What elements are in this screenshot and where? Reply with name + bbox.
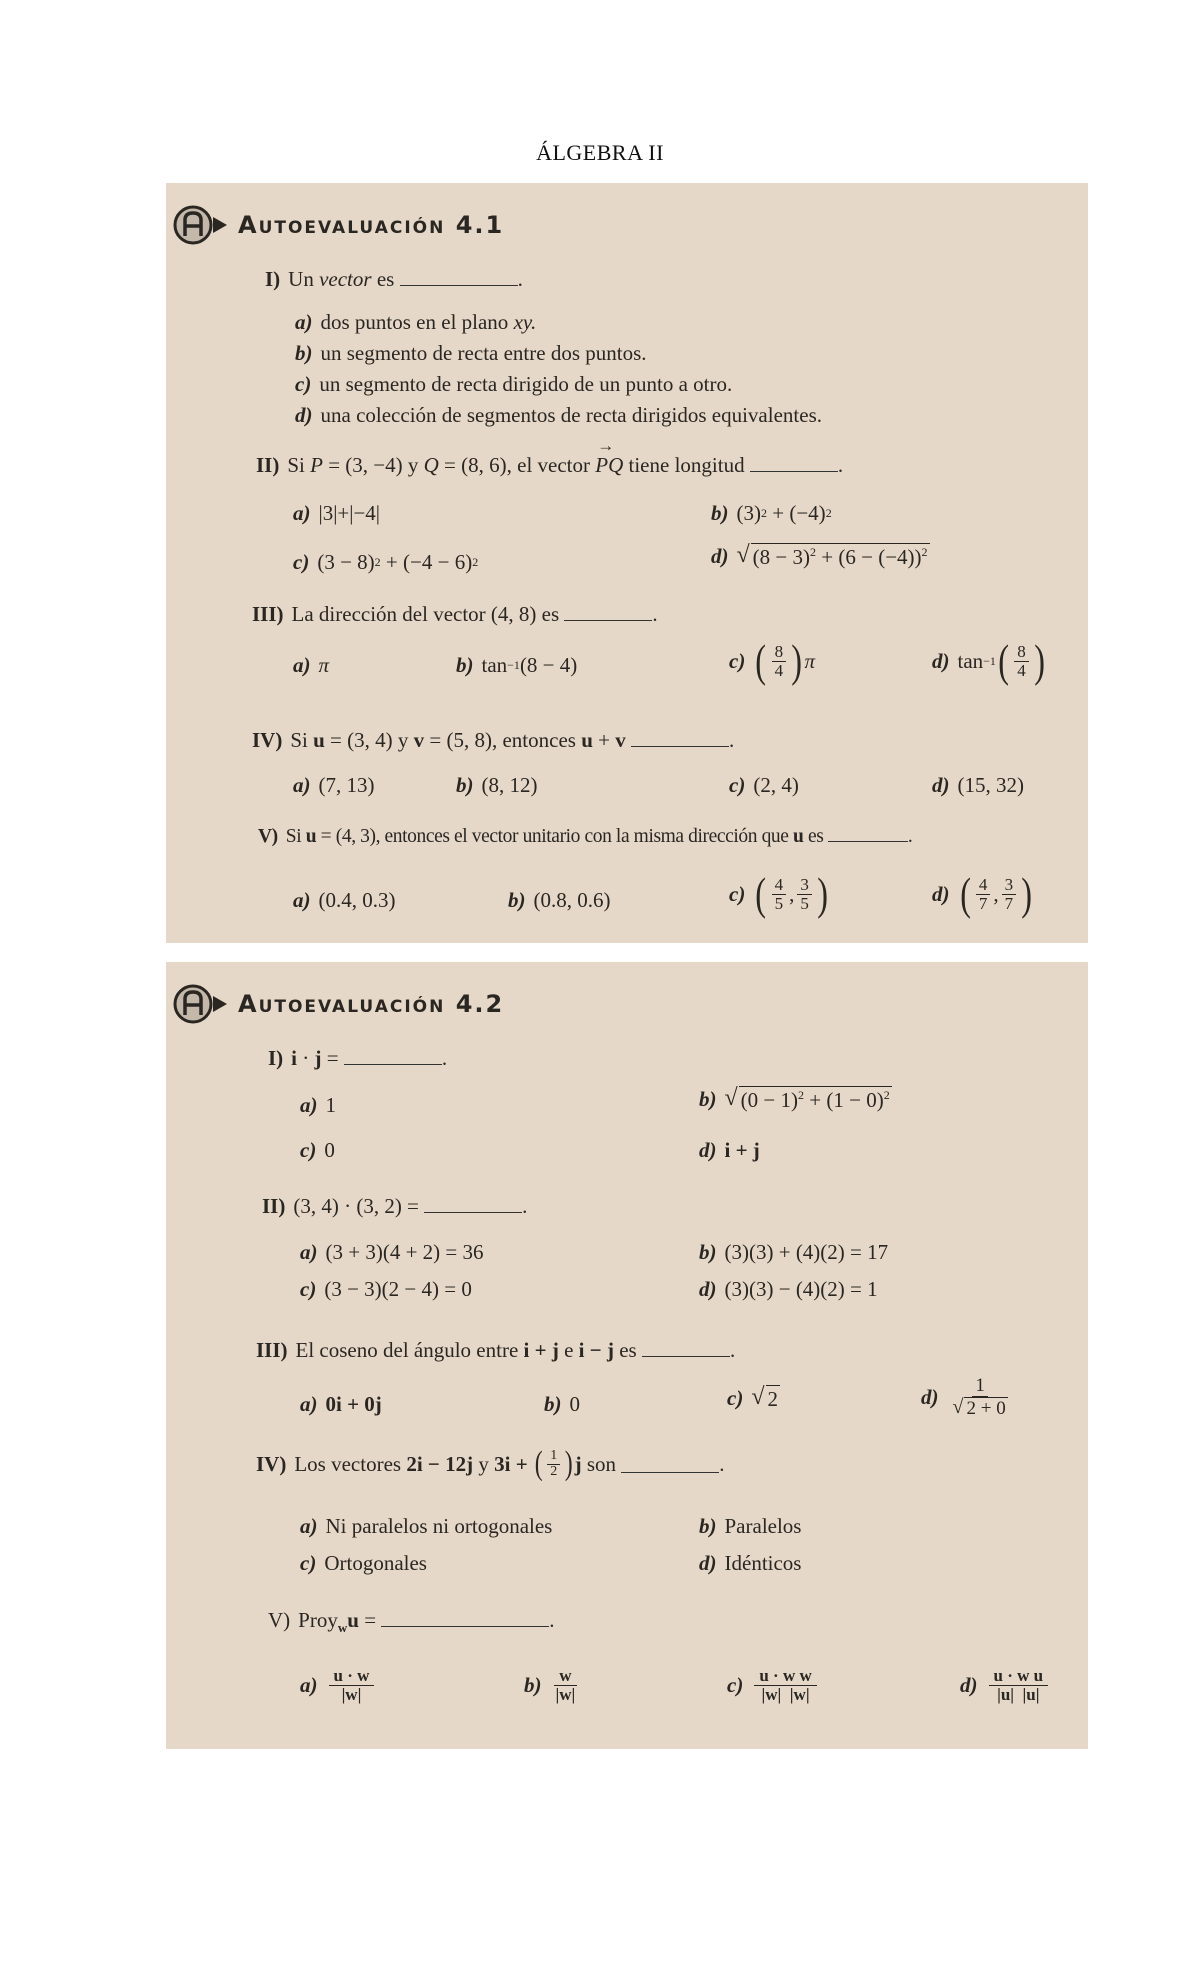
self-evaluation-panel-4-1 — [166, 183, 1088, 943]
question-4: IV) Si u = (3, 4) y v = (5, 8), entonces u + v . — [252, 728, 735, 752]
option-c: c) (3 − 8) 2 + (−4 − 6) 2 — [293, 550, 479, 574]
option-d: d) $\frac{\text{u · w u}}{|u| |u|}$ — [960, 1667, 1051, 1704]
answer-blank — [564, 604, 652, 621]
option-b: b) Paralelos — [699, 1514, 802, 1538]
question-5: V) Proy$_w$u = . — [268, 1608, 555, 1636]
option-b: b) (3)(3) + (4)(2) = 17 — [699, 1240, 889, 1264]
option-c: c) Ortogonales — [300, 1551, 427, 1575]
option-c: c) ( $\frac{4}{5}$ , $\frac{3}{5}$ ) — [729, 868, 828, 919]
question-3: III) La dirección del vector (4, 8) es . — [252, 602, 658, 626]
option-a: a) Ni paralelos ni ortogonales — [300, 1514, 553, 1538]
page-header: ÁLGEBRA II — [536, 140, 664, 165]
option-c: c) ( $\frac{8}{4}$ ) π — [729, 635, 816, 686]
a-badge-icon — [173, 203, 228, 247]
option-a: a) dos puntos en el plano xy. — [295, 310, 537, 334]
option-b: b) (3) 2 + (−4) 2 — [711, 501, 832, 525]
answer-blank — [631, 730, 729, 747]
answer-blank — [828, 825, 908, 842]
option-d: d) una colección de segmentos de recta dirigidos equivalentes. — [295, 403, 822, 427]
panel-title: Autoevaluación 4.1 — [238, 211, 505, 239]
question-1: I) Un vector es . — [265, 267, 523, 291]
answer-blank — [424, 1196, 522, 1213]
option-d: d) tan −1 ( $\frac{8}{4}$ ) — [932, 635, 1045, 686]
option-c: c) 0 — [300, 1138, 335, 1162]
answer-blank — [381, 1610, 549, 1627]
square-root: √ $(8 - 3)^2 + (6 - (-4))^2$ — [736, 542, 928, 569]
option-c: c) $\frac{\text{u · w w}}{|w| |w|}$ — [727, 1667, 820, 1704]
a-badge-icon — [173, 982, 228, 1026]
option-c: c) (2, 4) — [729, 773, 799, 797]
option-b: b) 0 — [544, 1392, 580, 1416]
option-b: b) tan −1 (8 − 4) — [456, 653, 578, 677]
question-4: IV) Los vectores 2i − 12j y 3i + ( $\frac{1}{2}$ ) j son . — [256, 1445, 725, 1482]
option-a: a) |3|+|−4| — [293, 501, 381, 525]
option-a: a) $\frac{u \cdot w}{|w|}$ — [300, 1667, 377, 1704]
square-root: √ 2 — [751, 1384, 778, 1411]
option-d: d) 1 √ 2 + 0 — [921, 1375, 1006, 1419]
question-1: I) i · j = . — [268, 1046, 448, 1070]
option-b: b) (8, 12) — [456, 773, 538, 797]
option-a: a) (0.4, 0.3) — [293, 888, 396, 912]
option-b: b) √ $(0 - 1)^2 + (1 - 0)^2$ — [699, 1085, 890, 1112]
option-c: c) (3 − 3)(2 − 4) = 0 — [300, 1277, 472, 1301]
answer-blank — [621, 1456, 719, 1473]
option-c: c) √ 2 — [727, 1384, 778, 1411]
option-b: b) (0.8, 0.6) — [508, 888, 611, 912]
option-d: d) √ $(8 - 3)^2 + (6 - (-4))^2$ — [711, 542, 928, 569]
option-d: d) Idénticos — [699, 1551, 802, 1575]
option-d: d) ( $\frac{4}{7}$ , $\frac{3}{7}$ ) — [932, 868, 1033, 919]
option-d: d) (3)(3) − (4)(2) = 1 — [699, 1277, 878, 1301]
option-a: a) 0i + 0j — [300, 1392, 382, 1416]
option-b: b) $\frac{w}{|w|}$ — [524, 1666, 576, 1704]
self-evaluation-panel-4-2 — [166, 962, 1088, 1749]
option-d: d) (15, 32) — [932, 773, 1024, 797]
option-a: a) (3 + 3)(4 + 2) = 36 — [300, 1240, 484, 1264]
question-2: II) (3, 4) · (3, 2) = . — [262, 1194, 528, 1218]
option-a: a) (7, 13) — [293, 773, 375, 797]
answer-blank — [400, 269, 518, 286]
option-d: d) i + j — [699, 1138, 760, 1162]
panel-title: Autoevaluación 4.2 — [238, 990, 505, 1018]
panel-heading — [173, 982, 504, 1026]
panel-heading — [173, 203, 504, 247]
answer-blank — [642, 1340, 730, 1357]
option-a: a) 1 — [300, 1093, 336, 1117]
question-5: V) Si u = (4, 3), entonces el vector unitario con la misma dirección que u es . — [258, 826, 913, 847]
answer-blank — [344, 1048, 442, 1065]
question-3: III) El coseno del ángulo entre i + j e i − j es . — [256, 1338, 736, 1362]
option-c: c) un segmento de recta dirigido de un punto a otro. — [295, 372, 733, 396]
question-2: II) Si P = (3, −4) y Q = (8, 6), el vector → PQ tiene longitud . — [256, 453, 843, 478]
answer-blank — [750, 455, 838, 472]
option-a: a) π — [293, 653, 330, 677]
square-root: √ $(0 - 1)^2 + (1 - 0)^2$ — [724, 1085, 890, 1112]
option-b: b) un segmento de recta entre dos puntos. — [295, 341, 647, 365]
